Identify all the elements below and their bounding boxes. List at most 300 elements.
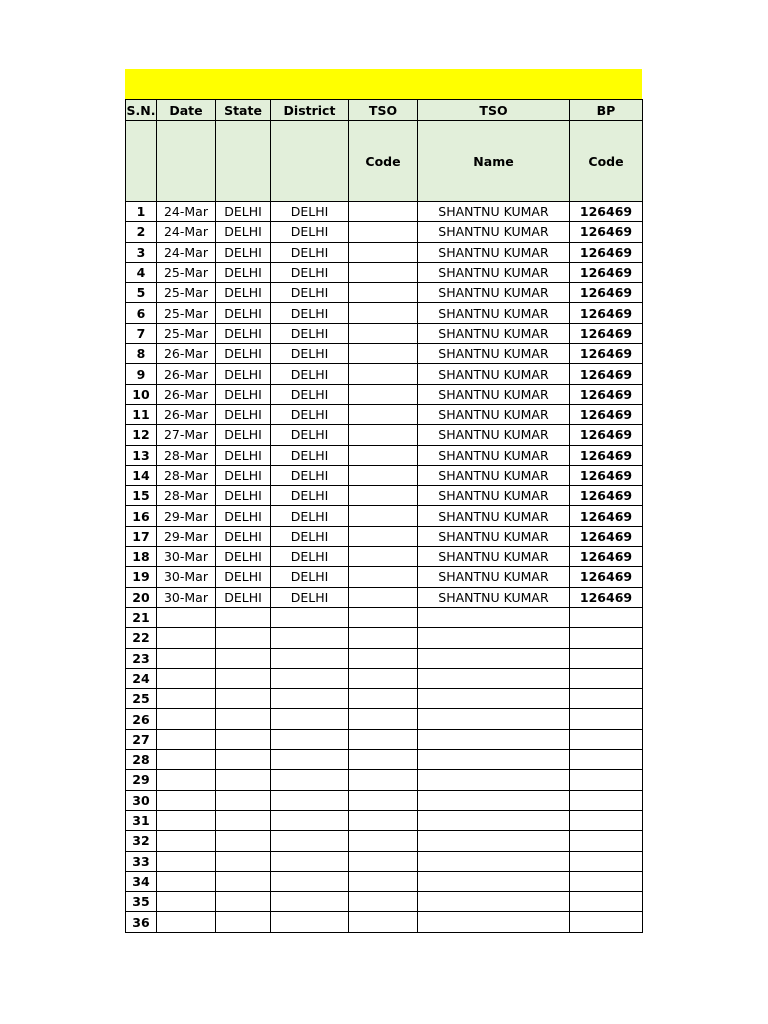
cell-state: DELHI xyxy=(216,486,271,506)
cell-tso-name: SHANTNU KUMAR xyxy=(418,587,570,607)
cell-bp-code xyxy=(570,628,643,648)
table-row xyxy=(126,486,643,506)
cell-district: DELHI xyxy=(271,404,349,424)
cell-tso-code xyxy=(349,425,418,445)
header-date: Date xyxy=(157,100,216,121)
table-row xyxy=(126,404,643,424)
cell-state xyxy=(216,750,271,770)
cell-state: DELHI xyxy=(216,242,271,262)
cell-state xyxy=(216,729,271,749)
cell-tso-name: SHANTNU KUMAR xyxy=(418,425,570,445)
cell-sn: 21 xyxy=(126,607,157,627)
cell-state: DELHI xyxy=(216,344,271,364)
cell-sn: 35 xyxy=(126,892,157,912)
cell-tso-name: SHANTNU KUMAR xyxy=(418,323,570,343)
cell-tso-code xyxy=(349,202,418,222)
cell-sn: 25 xyxy=(126,689,157,709)
cell-bp-code: 126469 xyxy=(570,364,643,384)
cell-district xyxy=(271,831,349,851)
cell-sn: 34 xyxy=(126,871,157,891)
cell-state xyxy=(216,831,271,851)
cell-tso-code xyxy=(349,384,418,404)
cell-date xyxy=(157,628,216,648)
cell-date: 25-Mar xyxy=(157,303,216,323)
cell-tso-name xyxy=(418,709,570,729)
cell-tso-code xyxy=(349,750,418,770)
cell-district xyxy=(271,689,349,709)
cell-district xyxy=(271,648,349,668)
table-row xyxy=(126,384,643,404)
cell-tso-name xyxy=(418,851,570,871)
table-row xyxy=(126,729,643,749)
cell-bp-code: 126469 xyxy=(570,404,643,424)
cell-tso-code xyxy=(349,709,418,729)
cell-tso-code xyxy=(349,283,418,303)
cell-sn: 20 xyxy=(126,587,157,607)
cell-tso-name xyxy=(418,912,570,932)
cell-bp-code: 126469 xyxy=(570,445,643,465)
cell-district xyxy=(271,810,349,830)
header-row-2 xyxy=(126,121,643,202)
table-row xyxy=(126,526,643,546)
table-row xyxy=(126,364,643,384)
cell-bp-code: 126469 xyxy=(570,384,643,404)
cell-date xyxy=(157,851,216,871)
cell-tso-name xyxy=(418,892,570,912)
cell-tso-code xyxy=(349,364,418,384)
cell-tso-code xyxy=(349,486,418,506)
cell-date: 28-Mar xyxy=(157,445,216,465)
cell-date xyxy=(157,668,216,688)
cell-bp-code xyxy=(570,871,643,891)
cell-tso-name xyxy=(418,871,570,891)
cell-tso-name xyxy=(418,729,570,749)
subheader-sn xyxy=(126,121,157,202)
cell-sn: 1 xyxy=(126,202,157,222)
header-tso-name: TSO xyxy=(418,100,570,121)
cell-tso-code xyxy=(349,790,418,810)
table-row xyxy=(126,465,643,485)
cell-sn: 9 xyxy=(126,364,157,384)
cell-sn: 15 xyxy=(126,486,157,506)
table-row xyxy=(126,262,643,282)
cell-district: DELHI xyxy=(271,506,349,526)
cell-date: 24-Mar xyxy=(157,202,216,222)
table-row xyxy=(126,506,643,526)
table-row xyxy=(126,344,643,364)
cell-state: DELHI xyxy=(216,222,271,242)
cell-sn: 36 xyxy=(126,912,157,932)
cell-tso-name: SHANTNU KUMAR xyxy=(418,344,570,364)
cell-date: 26-Mar xyxy=(157,344,216,364)
cell-tso-name: SHANTNU KUMAR xyxy=(418,283,570,303)
table-row xyxy=(126,892,643,912)
cell-date xyxy=(157,892,216,912)
cell-state: DELHI xyxy=(216,202,271,222)
cell-tso-code xyxy=(349,770,418,790)
cell-district: DELHI xyxy=(271,283,349,303)
header-bp-code: BP xyxy=(570,100,643,121)
cell-sn: 17 xyxy=(126,526,157,546)
cell-bp-code: 126469 xyxy=(570,506,643,526)
cell-tso-code xyxy=(349,892,418,912)
cell-state: DELHI xyxy=(216,364,271,384)
cell-bp-code: 126469 xyxy=(570,567,643,587)
cell-tso-name: SHANTNU KUMAR xyxy=(418,262,570,282)
cell-bp-code: 126469 xyxy=(570,344,643,364)
cell-tso-code xyxy=(349,547,418,567)
cell-tso-code xyxy=(349,344,418,364)
cell-date xyxy=(157,831,216,851)
cell-state: DELHI xyxy=(216,384,271,404)
cell-state: DELHI xyxy=(216,567,271,587)
table-row xyxy=(126,607,643,627)
table-row xyxy=(126,912,643,932)
cell-district: DELHI xyxy=(271,526,349,546)
table-row xyxy=(126,445,643,465)
cell-sn: 10 xyxy=(126,384,157,404)
cell-state: DELHI xyxy=(216,445,271,465)
cell-state xyxy=(216,770,271,790)
table-row xyxy=(126,303,643,323)
table-row xyxy=(126,547,643,567)
cell-state: DELHI xyxy=(216,323,271,343)
cell-state xyxy=(216,912,271,932)
cell-date: 26-Mar xyxy=(157,364,216,384)
cell-state: DELHI xyxy=(216,303,271,323)
cell-bp-code: 126469 xyxy=(570,547,643,567)
header-district: District xyxy=(271,100,349,121)
cell-district: DELHI xyxy=(271,262,349,282)
cell-district xyxy=(271,709,349,729)
cell-tso-code xyxy=(349,262,418,282)
cell-tso-code xyxy=(349,607,418,627)
table-row xyxy=(126,668,643,688)
cell-state: DELHI xyxy=(216,404,271,424)
cell-tso-name: SHANTNU KUMAR xyxy=(418,547,570,567)
cell-tso-code xyxy=(349,668,418,688)
cell-date: 26-Mar xyxy=(157,384,216,404)
header-row-1 xyxy=(126,100,643,121)
cell-district: DELHI xyxy=(271,567,349,587)
table-row xyxy=(126,283,643,303)
cell-bp-code: 126469 xyxy=(570,283,643,303)
cell-tso-code xyxy=(349,506,418,526)
cell-tso-code xyxy=(349,587,418,607)
cell-date xyxy=(157,689,216,709)
header-state: State xyxy=(216,100,271,121)
cell-district xyxy=(271,668,349,688)
cell-district xyxy=(271,851,349,871)
cell-bp-code xyxy=(570,648,643,668)
cell-sn: 24 xyxy=(126,668,157,688)
cell-sn: 33 xyxy=(126,851,157,871)
cell-tso-code xyxy=(349,729,418,749)
cell-bp-code xyxy=(570,709,643,729)
cell-bp-code: 126469 xyxy=(570,465,643,485)
cell-date: 25-Mar xyxy=(157,262,216,282)
cell-sn: 2 xyxy=(126,222,157,242)
cell-sn: 6 xyxy=(126,303,157,323)
cell-bp-code: 126469 xyxy=(570,242,643,262)
cell-bp-code: 126469 xyxy=(570,486,643,506)
table-row xyxy=(126,831,643,851)
cell-sn: 8 xyxy=(126,344,157,364)
cell-bp-code: 126469 xyxy=(570,425,643,445)
cell-bp-code xyxy=(570,607,643,627)
cell-sn: 27 xyxy=(126,729,157,749)
table-body xyxy=(126,202,643,933)
cell-state xyxy=(216,668,271,688)
table-row xyxy=(126,587,643,607)
cell-state xyxy=(216,648,271,668)
cell-state: DELHI xyxy=(216,587,271,607)
cell-bp-code xyxy=(570,810,643,830)
cell-district: DELHI xyxy=(271,587,349,607)
cell-bp-code xyxy=(570,912,643,932)
cell-bp-code: 126469 xyxy=(570,526,643,546)
cell-sn: 23 xyxy=(126,648,157,668)
cell-date: 29-Mar xyxy=(157,506,216,526)
table-row xyxy=(126,810,643,830)
cell-tso-name xyxy=(418,790,570,810)
cell-district: DELHI xyxy=(271,547,349,567)
cell-tso-name: SHANTNU KUMAR xyxy=(418,364,570,384)
cell-date xyxy=(157,648,216,668)
table-row xyxy=(126,648,643,668)
cell-state xyxy=(216,892,271,912)
cell-date: 24-Mar xyxy=(157,222,216,242)
cell-tso-code xyxy=(349,465,418,485)
cell-district: DELHI xyxy=(271,486,349,506)
cell-date: 30-Mar xyxy=(157,547,216,567)
cell-tso-code xyxy=(349,851,418,871)
cell-bp-code: 126469 xyxy=(570,262,643,282)
cell-date xyxy=(157,729,216,749)
table-row xyxy=(126,851,643,871)
cell-district: DELHI xyxy=(271,242,349,262)
cell-date: 30-Mar xyxy=(157,567,216,587)
cell-tso-code xyxy=(349,810,418,830)
cell-tso-code xyxy=(349,689,418,709)
cell-sn: 31 xyxy=(126,810,157,830)
cell-state xyxy=(216,628,271,648)
cell-tso-name xyxy=(418,810,570,830)
cell-district xyxy=(271,770,349,790)
table-row xyxy=(126,628,643,648)
cell-tso-code xyxy=(349,445,418,465)
cell-sn: 18 xyxy=(126,547,157,567)
cell-date xyxy=(157,810,216,830)
cell-date xyxy=(157,607,216,627)
subheader-tso-name: Name xyxy=(418,121,570,202)
cell-district: DELHI xyxy=(271,344,349,364)
cell-sn: 4 xyxy=(126,262,157,282)
header-tso-code: TSO xyxy=(349,100,418,121)
subheader-bp-code: Code xyxy=(570,121,643,202)
cell-district xyxy=(271,729,349,749)
cell-tso-code xyxy=(349,222,418,242)
cell-tso-name: SHANTNU KUMAR xyxy=(418,242,570,262)
cell-district: DELHI xyxy=(271,323,349,343)
cell-tso-name: SHANTNU KUMAR xyxy=(418,526,570,546)
cell-district: DELHI xyxy=(271,425,349,445)
cell-tso-code xyxy=(349,567,418,587)
cell-date: 26-Mar xyxy=(157,404,216,424)
cell-sn: 26 xyxy=(126,709,157,729)
cell-sn: 32 xyxy=(126,831,157,851)
cell-sn: 28 xyxy=(126,750,157,770)
spreadsheet xyxy=(125,69,642,933)
cell-tso-name xyxy=(418,648,570,668)
table-row xyxy=(126,222,643,242)
cell-state xyxy=(216,810,271,830)
cell-date: 25-Mar xyxy=(157,323,216,343)
yellow-title-banner xyxy=(125,69,642,99)
cell-district: DELHI xyxy=(271,202,349,222)
cell-date xyxy=(157,912,216,932)
cell-tso-name: SHANTNU KUMAR xyxy=(418,404,570,424)
cell-sn: 11 xyxy=(126,404,157,424)
table-row xyxy=(126,689,643,709)
cell-bp-code: 126469 xyxy=(570,587,643,607)
table-row xyxy=(126,750,643,770)
cell-district xyxy=(271,750,349,770)
cell-bp-code xyxy=(570,851,643,871)
cell-sn: 19 xyxy=(126,567,157,587)
cell-tso-code xyxy=(349,242,418,262)
cell-district: DELHI xyxy=(271,445,349,465)
cell-tso-name xyxy=(418,689,570,709)
cell-date: 27-Mar xyxy=(157,425,216,445)
cell-tso-name xyxy=(418,668,570,688)
table-row xyxy=(126,871,643,891)
cell-bp-code: 126469 xyxy=(570,202,643,222)
table-row xyxy=(126,242,643,262)
cell-district: DELHI xyxy=(271,384,349,404)
cell-tso-name xyxy=(418,628,570,648)
cell-bp-code xyxy=(570,892,643,912)
cell-sn: 13 xyxy=(126,445,157,465)
cell-state xyxy=(216,851,271,871)
cell-district xyxy=(271,628,349,648)
cell-tso-name xyxy=(418,750,570,770)
cell-tso-code xyxy=(349,628,418,648)
cell-tso-name: SHANTNU KUMAR xyxy=(418,384,570,404)
table-row xyxy=(126,202,643,222)
cell-tso-code xyxy=(349,303,418,323)
table-row xyxy=(126,790,643,810)
cell-sn: 3 xyxy=(126,242,157,262)
cell-state xyxy=(216,790,271,810)
cell-bp-code: 126469 xyxy=(570,323,643,343)
cell-sn: 30 xyxy=(126,790,157,810)
cell-bp-code xyxy=(570,770,643,790)
cell-state xyxy=(216,709,271,729)
cell-district: DELHI xyxy=(271,465,349,485)
table-row xyxy=(126,709,643,729)
cell-sn: 16 xyxy=(126,506,157,526)
cell-tso-code xyxy=(349,912,418,932)
cell-state: DELHI xyxy=(216,506,271,526)
cell-date: 24-Mar xyxy=(157,242,216,262)
cell-bp-code xyxy=(570,689,643,709)
cell-date: 28-Mar xyxy=(157,486,216,506)
cell-state xyxy=(216,689,271,709)
cell-bp-code xyxy=(570,668,643,688)
cell-tso-code xyxy=(349,526,418,546)
cell-tso-name: SHANTNU KUMAR xyxy=(418,222,570,242)
cell-date: 30-Mar xyxy=(157,587,216,607)
cell-date: 25-Mar xyxy=(157,283,216,303)
subheader-date xyxy=(157,121,216,202)
cell-state xyxy=(216,607,271,627)
table-row xyxy=(126,323,643,343)
table-row xyxy=(126,425,643,445)
cell-district xyxy=(271,871,349,891)
cell-tso-name: SHANTNU KUMAR xyxy=(418,202,570,222)
cell-state xyxy=(216,871,271,891)
cell-sn: 7 xyxy=(126,323,157,343)
subheader-tso-code: Code xyxy=(349,121,418,202)
cell-tso-code xyxy=(349,404,418,424)
cell-bp-code xyxy=(570,729,643,749)
cell-bp-code: 126469 xyxy=(570,222,643,242)
cell-sn: 12 xyxy=(126,425,157,445)
cell-tso-name xyxy=(418,831,570,851)
cell-bp-code xyxy=(570,831,643,851)
cell-district xyxy=(271,607,349,627)
cell-tso-name: SHANTNU KUMAR xyxy=(418,303,570,323)
table-row xyxy=(126,770,643,790)
cell-tso-name xyxy=(418,607,570,627)
cell-bp-code xyxy=(570,750,643,770)
cell-tso-name: SHANTNU KUMAR xyxy=(418,465,570,485)
cell-tso-name: SHANTNU KUMAR xyxy=(418,567,570,587)
cell-tso-name: SHANTNU KUMAR xyxy=(418,506,570,526)
data-table xyxy=(125,99,643,933)
cell-tso-code xyxy=(349,831,418,851)
cell-sn: 22 xyxy=(126,628,157,648)
subheader-district xyxy=(271,121,349,202)
cell-sn: 29 xyxy=(126,770,157,790)
cell-bp-code xyxy=(570,790,643,810)
cell-tso-name: SHANTNU KUMAR xyxy=(418,445,570,465)
cell-date xyxy=(157,770,216,790)
cell-bp-code: 126469 xyxy=(570,303,643,323)
cell-state: DELHI xyxy=(216,547,271,567)
cell-sn: 14 xyxy=(126,465,157,485)
cell-district xyxy=(271,912,349,932)
cell-district: DELHI xyxy=(271,222,349,242)
cell-district xyxy=(271,790,349,810)
cell-date xyxy=(157,709,216,729)
cell-tso-name xyxy=(418,770,570,790)
cell-state: DELHI xyxy=(216,262,271,282)
cell-tso-code xyxy=(349,871,418,891)
cell-date xyxy=(157,871,216,891)
cell-sn: 5 xyxy=(126,283,157,303)
cell-tso-code xyxy=(349,648,418,668)
cell-district: DELHI xyxy=(271,303,349,323)
table-row xyxy=(126,567,643,587)
header-sn: S.N. xyxy=(126,100,157,121)
cell-date xyxy=(157,750,216,770)
cell-state: DELHI xyxy=(216,425,271,445)
cell-state: DELHI xyxy=(216,283,271,303)
cell-date xyxy=(157,790,216,810)
cell-state: DELHI xyxy=(216,465,271,485)
